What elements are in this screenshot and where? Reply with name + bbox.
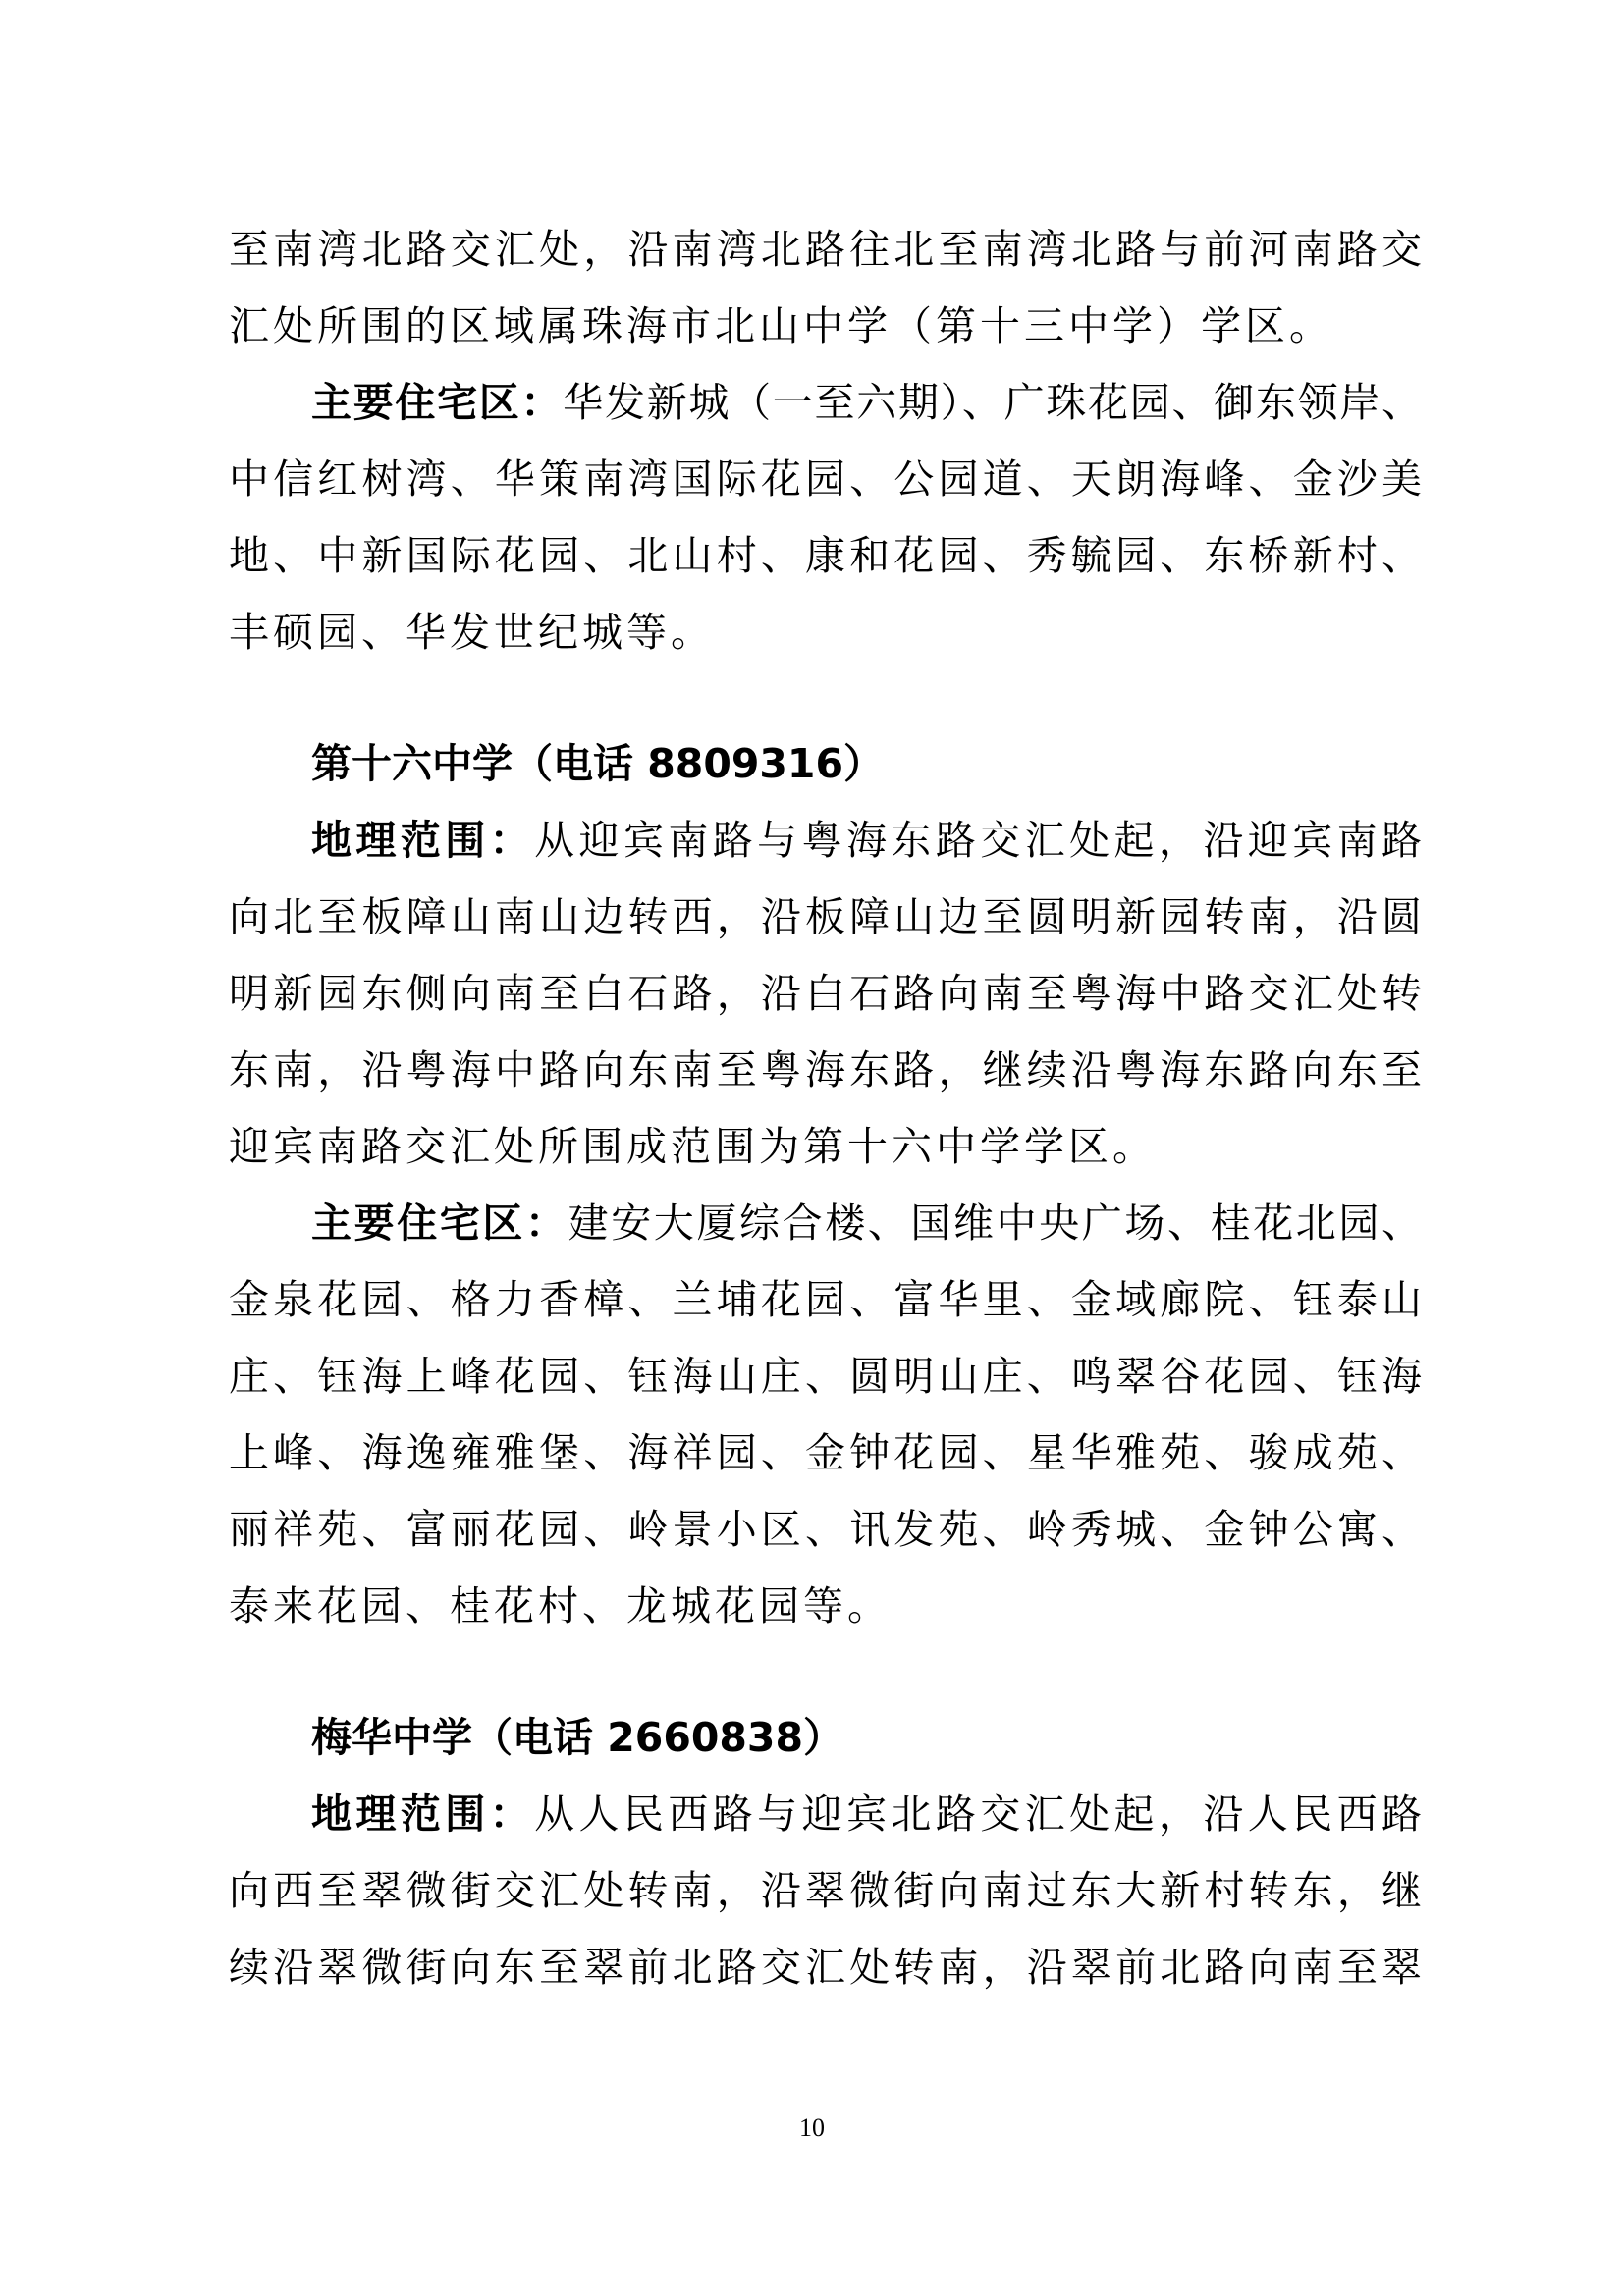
school-heading: 第十六中学（电话 8809316） xyxy=(311,740,884,787)
text-line: 上峰、海逸雍雅堡、海祥园、金钟花园、星华雅苑、骏成苑、 xyxy=(229,1429,1422,1476)
section-gap xyxy=(229,670,1422,725)
text-line: 中信红树湾、华策南湾国际花园、公园道、天朗海峰、金沙美 xyxy=(229,455,1422,503)
text-line: 向西至翠微街交汇处转南，沿翠微街向南过东大新村转东，继 xyxy=(229,1867,1422,1914)
text-line: 泰来花园、桂花村、龙城花园等。 xyxy=(229,1582,892,1629)
range-text: 从人民西路与迎宾北路交汇处起，沿人民西路 xyxy=(534,1790,1423,1838)
section-gap xyxy=(229,1644,1422,1699)
residential-label: 主要住宅区： xyxy=(311,1200,568,1247)
document-page xyxy=(229,211,1422,2005)
text-line: 明新园东侧向南至白石路，沿白石路向南至粤海中路交汇处转 xyxy=(229,970,1422,1017)
text-line: 迎宾南路交汇处所围成范围为第十六中学学区。 xyxy=(229,1123,1157,1170)
text-line: 续沿翠微街向东至翠前北路交汇处转南，沿翠前北路向南至翠 xyxy=(229,1944,1422,1991)
text-line: 丽祥苑、富丽花园、岭景小区、讯发苑、岭秀城、金钟公寓、 xyxy=(229,1506,1422,1553)
text-line: 东南，沿粤海中路向东南至粤海东路，继续沿粤海东路向东至 xyxy=(229,1046,1422,1094)
text-line: 汇处所围的区域属珠海市北山中学（第十三中学）学区。 xyxy=(229,302,1333,349)
residential-label: 主要住宅区： xyxy=(311,379,564,426)
page-number: 10 xyxy=(799,2113,825,2142)
range-text: 从迎宾南路与粤海东路交汇处起，沿迎宾南路 xyxy=(534,817,1423,864)
range-label: 地理范围： xyxy=(311,1790,535,1838)
residential-text: 建安大厦综合楼、国维中央广场、桂花北园、 xyxy=(568,1200,1423,1247)
range-paragraph xyxy=(229,802,1422,879)
school-heading: 梅华中学（电话 2660838） xyxy=(311,1714,843,1761)
residential-text: 华发新城（一至六期）、广珠花园、御东领岸、 xyxy=(563,379,1423,426)
text-line: 庄、钰海上峰花园、钰海山庄、圆明山庄、鸣翠谷花园、钰海 xyxy=(229,1353,1422,1400)
text-line: 地、中新国际花园、北山村、康和花园、秀毓园、东桥新村、 xyxy=(229,532,1422,579)
text-line: 向北至板障山南山边转西，沿板障山边至圆明新园转南，沿圆 xyxy=(229,893,1422,940)
residential-paragraph xyxy=(229,1185,1422,1261)
range-label: 地理范围： xyxy=(311,817,535,864)
text-line: 金泉花园、格力香樟、兰埔花园、富华里、金域廊院、钰泰山 xyxy=(229,1276,1422,1323)
range-paragraph xyxy=(229,1776,1422,1852)
text-line: 至南湾北路交汇处，沿南湾北路往北至南湾北路与前河南路交 xyxy=(229,226,1422,273)
text-line: 丰硕园、华发世纪城等。 xyxy=(229,609,715,656)
residential-paragraph xyxy=(229,364,1422,441)
